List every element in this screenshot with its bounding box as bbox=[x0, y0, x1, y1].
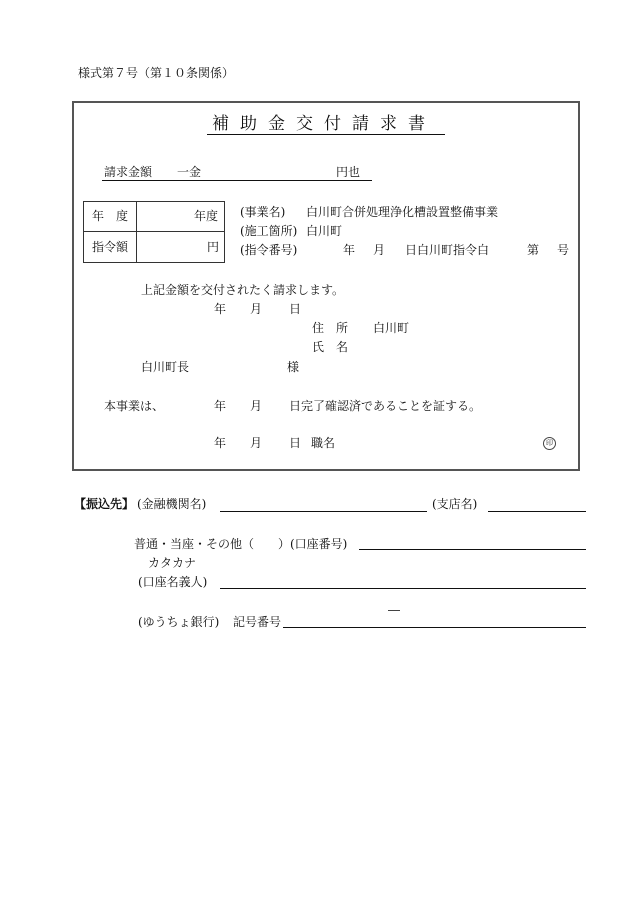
seal-mark-icon: 印 bbox=[543, 437, 556, 450]
cert-title-label: 職名 bbox=[311, 436, 336, 450]
address-value: 白川町 bbox=[373, 321, 410, 335]
yucho-label: (ゆうちょ銀行) bbox=[138, 615, 220, 629]
site-label: (施工箇所) bbox=[240, 224, 298, 238]
cert-date-day: 日 bbox=[289, 436, 302, 450]
date-month: 月 bbox=[250, 302, 263, 316]
date-day: 日 bbox=[289, 302, 302, 316]
request-amount-label: 請求金額 bbox=[104, 165, 153, 179]
amount-unit[interactable]: 円 bbox=[207, 240, 220, 254]
symbol-number-field[interactable] bbox=[283, 627, 586, 628]
account-number-label: (口座番号) bbox=[290, 537, 348, 551]
order-month: 月 bbox=[373, 243, 386, 257]
cert-year: 年 bbox=[214, 399, 227, 413]
request-amount-suffix: 円也 bbox=[336, 165, 361, 179]
order-year: 年 bbox=[343, 243, 356, 257]
holder-label: (口座名義人) bbox=[138, 575, 208, 589]
order-label: (指令番号) bbox=[240, 243, 298, 257]
form-number: 様式第７号（第１０条関係） bbox=[78, 66, 235, 80]
project-name-value: 白川町合併処理浄化槽設置整備事業 bbox=[306, 205, 499, 219]
holder-field[interactable] bbox=[220, 588, 586, 589]
recipient-honorific: 様 bbox=[287, 360, 300, 374]
cert-date-year: 年 bbox=[214, 436, 227, 450]
yucho-dash: ― bbox=[388, 603, 400, 617]
request-amount-underline[interactable] bbox=[102, 180, 372, 181]
order-day-text: 日白川町指令白 bbox=[405, 243, 490, 257]
project-name-label: (事業名) bbox=[240, 205, 286, 219]
site-value: 白川町 bbox=[306, 224, 343, 238]
cert-date-month: 月 bbox=[250, 436, 263, 450]
amount-label: 指令額 bbox=[92, 240, 129, 254]
order-no-prefix: 第 bbox=[527, 243, 540, 257]
box-divider-vertical bbox=[136, 201, 137, 263]
year-value[interactable]: 年度 bbox=[194, 209, 219, 223]
cert-text: 日完了確認済であることを証する。 bbox=[289, 399, 482, 413]
institution-label: (金融機関名) bbox=[137, 497, 207, 511]
cert-prefix: 本事業は、 bbox=[104, 399, 165, 413]
institution-field[interactable] bbox=[220, 511, 427, 512]
symbol-number-label: 記号番号 bbox=[233, 615, 282, 629]
form-title: 補助金交付請求書 bbox=[212, 114, 436, 134]
request-statement: 上記金額を交付されたく請求します。 bbox=[141, 283, 345, 297]
kana-label: カタカナ bbox=[148, 556, 197, 570]
recipient-title: 白川町長 bbox=[141, 360, 190, 374]
request-amount-prefix: 一金 bbox=[177, 165, 202, 179]
account-type[interactable]: 普通・当座・その他（ ） bbox=[134, 537, 291, 551]
bank-header: 【振込先】 bbox=[74, 497, 135, 511]
branch-label: (支店名) bbox=[432, 497, 478, 511]
name-label: 氏 名 bbox=[312, 340, 349, 354]
date-year: 年 bbox=[214, 302, 227, 316]
branch-field[interactable] bbox=[488, 511, 586, 512]
address-label: 住 所 bbox=[312, 321, 349, 335]
title-underline bbox=[207, 134, 445, 135]
order-no-suffix: 号 bbox=[557, 243, 570, 257]
year-label: 年 度 bbox=[92, 209, 129, 223]
box-divider-horizontal bbox=[83, 231, 225, 232]
account-number-field[interactable] bbox=[359, 549, 586, 550]
cert-month: 月 bbox=[250, 399, 263, 413]
